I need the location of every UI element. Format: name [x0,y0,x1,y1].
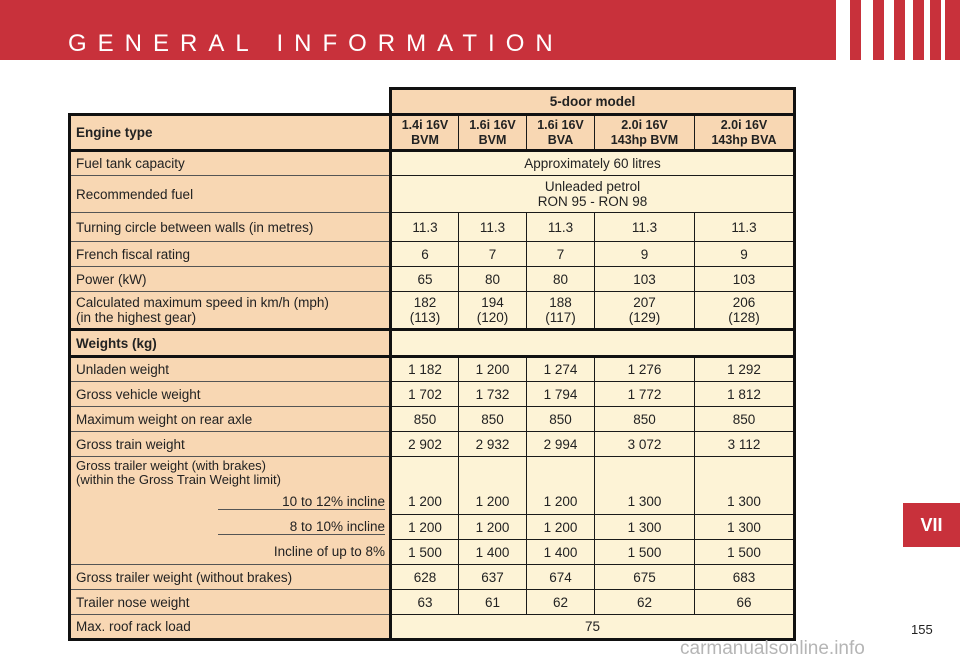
incline-label: Incline of up to 8% [70,540,391,565]
row-label: Recommended fuel [70,176,391,213]
engine-type-label: Engine type [70,115,391,151]
table-cell: 850 [459,407,527,432]
table-cell: 62 [595,590,695,615]
table-cell: 188 (117) [527,292,595,330]
table-cell: 2 902 [391,432,459,457]
table-cell: 80 [459,267,527,292]
engine-header: 1.6i 16V BVM [459,115,527,151]
header-stripes [825,0,945,60]
table-cell: 11.3 [695,213,795,242]
table-row [70,615,795,640]
table-row [70,565,795,590]
table-cell [595,457,695,490]
engine-header: 1.6i 16V BVA [527,115,595,151]
row-label: Unladen weight [70,357,391,382]
table-cell: 2 932 [459,432,527,457]
row-label: Calculated maximum speed in km/h (mph) (in the highest gear) [70,292,391,330]
table-row [70,357,795,382]
table-row [70,457,795,490]
table-cell: 1 500 [595,540,695,565]
table-cell: 1 300 [595,515,695,540]
table-cell: 7 [527,242,595,267]
table-row [70,540,795,565]
table-cell: 674 [527,565,595,590]
table-cell: 1 200 [527,490,595,515]
table-cell: 1 794 [527,382,595,407]
table-row [70,242,795,267]
incline-label: 10 to 12% incline [70,490,391,515]
table-cell: 1 200 [527,515,595,540]
table-cell: 628 [391,565,459,590]
incline-label: 8 to 10% incline [70,515,391,540]
table-cell: 207 (129) [595,292,695,330]
table-cell: 1 702 [391,382,459,407]
table-row [70,490,795,515]
table-cell: 66 [695,590,795,615]
table-cell: 65 [391,267,459,292]
table-cell: 850 [527,407,595,432]
table-cell: 103 [695,267,795,292]
weights-section-label: Weights (kg) [70,330,391,357]
table-cell: 1 292 [695,357,795,382]
table-cell [459,457,527,490]
watermark: carmanualsonline.info [680,638,865,659]
table-row [70,151,795,176]
fuel-tank-value: Approximately 60 litres [391,151,795,176]
page-header [0,0,960,60]
table-cell: 206 (128) [695,292,795,330]
table-cell: 1 300 [595,490,695,515]
table-row [70,115,795,151]
table-cell: 1 200 [459,515,527,540]
table-row [70,89,795,115]
table-cell: 675 [595,565,695,590]
table-cell: 1 200 [459,490,527,515]
table-cell: 1 200 [391,515,459,540]
table-cell: 1 300 [695,490,795,515]
recommended-fuel-value: Unleaded petrol RON 95 - RON 98 [391,176,795,213]
page-title: GENERAL INFORMATION [68,30,564,57]
table-cell: 1 182 [391,357,459,382]
engine-header: 1.4i 16V BVM [391,115,459,151]
table-cell: 11.3 [391,213,459,242]
page-number: 155 [911,622,933,637]
table-cell: 1 772 [595,382,695,407]
model-header: 5-door model [391,89,795,115]
row-label: Turning circle between walls (in metres) [70,213,391,242]
row-label: Max. roof rack load [70,615,391,640]
table-cell: 2 994 [527,432,595,457]
table-cell: 182 (113) [391,292,459,330]
table-cell: 9 [695,242,795,267]
table-cell: 63 [391,590,459,615]
table-cell: 61 [459,590,527,615]
engine-header: 2.0i 16V 143hp BVM [595,115,695,151]
table-cell [695,457,795,490]
table-cell: 6 [391,242,459,267]
table-cell: 1 812 [695,382,795,407]
table-cell: 683 [695,565,795,590]
table-cell: 9 [595,242,695,267]
table-row [70,432,795,457]
roof-rack-value: 75 [391,615,795,640]
table-cell: 1 274 [527,357,595,382]
table-row [70,213,795,242]
specifications-table [68,87,796,641]
table-cell [391,330,795,357]
table-cell: 80 [527,267,595,292]
table-cell: 3 112 [695,432,795,457]
row-label: Maximum weight on rear axle [70,407,391,432]
table-cell: 1 732 [459,382,527,407]
table-row [70,267,795,292]
table-cell: 1 400 [459,540,527,565]
table-cell: 1 500 [695,540,795,565]
row-label: Gross trailer weight (without brakes) [70,565,391,590]
table-cell: 11.3 [595,213,695,242]
table-cell: 1 276 [595,357,695,382]
table-cell: 1 200 [391,490,459,515]
table-cell: 11.3 [527,213,595,242]
table-cell: 1 300 [695,515,795,540]
table-row [70,176,795,213]
table-cell: 3 072 [595,432,695,457]
row-label: Gross train weight [70,432,391,457]
table-cell: 103 [595,267,695,292]
chapter-tab: VII [903,503,960,547]
table-cell: 1 500 [391,540,459,565]
table-cell: 1 400 [527,540,595,565]
table-cell: 11.3 [459,213,527,242]
table-row [70,407,795,432]
table-row [70,382,795,407]
table-cell [391,457,459,490]
row-label: French fiscal rating [70,242,391,267]
table-cell: 637 [459,565,527,590]
table-cell: 62 [527,590,595,615]
engine-header: 2.0i 16V 143hp BVA [695,115,795,151]
table-cell: 850 [391,407,459,432]
table-cell: 1 200 [459,357,527,382]
row-label: Power (kW) [70,267,391,292]
table-cell: 850 [595,407,695,432]
table-cell [527,457,595,490]
table-row [70,292,795,330]
table-cell: 850 [695,407,795,432]
row-label: Trailer nose weight [70,590,391,615]
table-cell: 7 [459,242,527,267]
trailer-braked-label: Gross trailer weight (with brakes) (within the Gross Train Weight limit) [70,457,391,490]
row-label: Gross vehicle weight [70,382,391,407]
table-row [70,590,795,615]
table-row [70,515,795,540]
table-cell: 194 (120) [459,292,527,330]
table-row [70,330,795,357]
row-label: Fuel tank capacity [70,151,391,176]
